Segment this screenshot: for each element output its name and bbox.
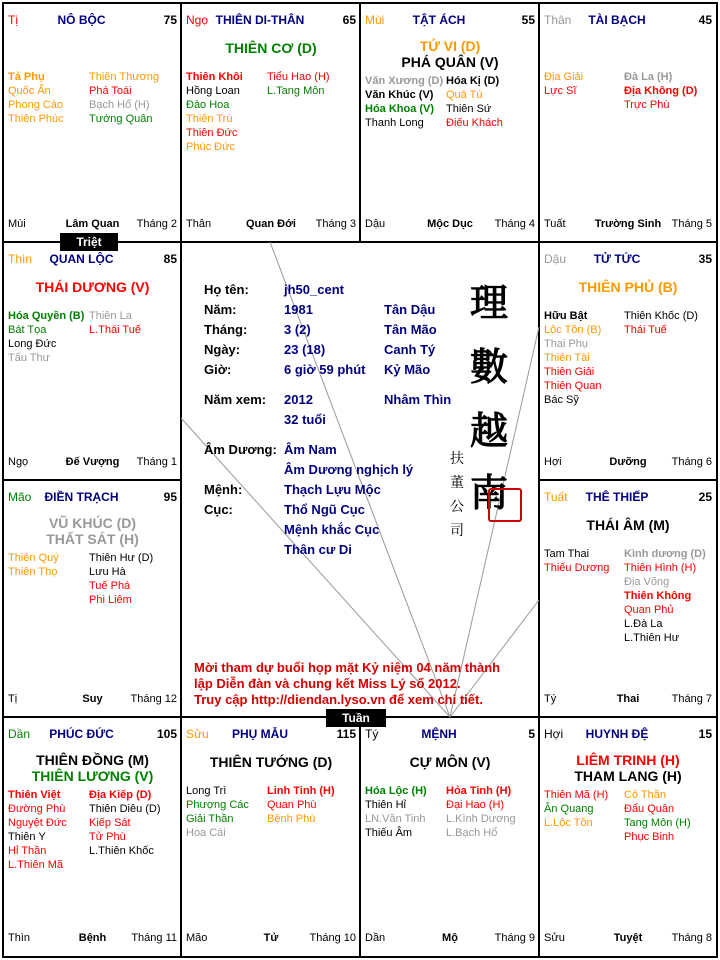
footer-branch: Thân <box>186 218 212 230</box>
palace-name: TỬ TỨC <box>593 252 641 266</box>
info-can-chi: Kỷ Mão <box>384 362 431 377</box>
minor-star: L.Thiên Hư <box>624 632 680 644</box>
minor-star: Quan Phù <box>267 799 317 811</box>
palace-suu[interactable] <box>182 718 360 956</box>
minor-star: Thiên Hỉ <box>365 799 406 811</box>
minor-star: Thiên Không <box>624 590 692 602</box>
month-label: Tháng 4 <box>494 218 535 230</box>
palace-age: 35 <box>698 252 712 266</box>
minor-star: Thiên Việt <box>8 789 61 801</box>
main-star: THIÊN ĐỒNG (M) <box>36 752 149 768</box>
minor-star: L.Kình Dương <box>446 813 516 825</box>
minor-star: Thiên Trù <box>186 113 233 125</box>
palace-header <box>544 252 712 266</box>
palace-header <box>8 490 177 504</box>
main-star: THIÊN TƯỚNG (D) <box>209 754 333 770</box>
palace-footer <box>8 218 177 232</box>
minor-star: Cô Thần <box>624 789 666 801</box>
info-value: Âm Nam <box>284 442 337 457</box>
minor-star: Điếu Khách <box>446 117 503 129</box>
palace-footer <box>365 932 535 946</box>
palace-age: 105 <box>156 727 177 741</box>
palace-name: NÔ BỘC <box>57 13 106 27</box>
palace-age: 95 <box>163 490 177 504</box>
minor-star: Thiên Giải <box>544 366 595 378</box>
palace-header <box>8 727 177 741</box>
minor-stars-right <box>624 547 706 645</box>
palace-age: 55 <box>521 13 535 27</box>
info-value: 2012 <box>284 392 313 407</box>
minor-star: Tiểu Hao (H) <box>267 71 330 83</box>
minor-stars-right <box>89 551 153 607</box>
footer-branch: Hợi <box>544 456 562 468</box>
minor-star: Thiên Sứ <box>446 103 492 115</box>
notice-line-1: Mời tham dự buổi họp mặt Kỷ niệm 04 năm thành <box>194 660 501 675</box>
minor-star: Linh Tinh (H) <box>267 785 335 797</box>
info-value: 23 (18) <box>284 342 326 357</box>
minor-stars-right <box>89 788 161 858</box>
info-value: Thân cư Di <box>284 542 352 557</box>
minor-star: Thiếu Âm <box>365 827 413 839</box>
minor-star: Trực Phù <box>624 99 670 111</box>
palace-branch: Hợi <box>544 727 564 741</box>
palace-branch: Ngọ <box>186 13 209 27</box>
minor-star: Lộc Tồn (B) <box>544 324 602 336</box>
info-can-chi: Tân Mão <box>384 322 437 337</box>
palace-name: MỆNH <box>421 727 457 741</box>
minor-star: Ân Quang <box>544 803 594 815</box>
minor-star: Hỉ Thần <box>8 845 47 857</box>
minor-stars-left <box>544 309 601 407</box>
info-label: Tháng: <box>204 322 248 337</box>
palace-footer <box>186 218 356 232</box>
minor-star: Đà La (H) <box>624 71 673 83</box>
minor-star: Hóa Kị (D) <box>446 75 500 87</box>
footer-branch: Thìn <box>8 932 31 944</box>
minor-stars-right <box>267 784 335 826</box>
minor-star: Văn Khúc (V) <box>365 89 434 101</box>
life-stage: Suy <box>82 693 103 705</box>
minor-star: L.Đà La <box>624 618 663 630</box>
minor-star: Thiên Diêu (D) <box>89 803 161 815</box>
palace-header <box>365 13 535 27</box>
minor-star: Phượng Các <box>186 799 249 811</box>
minor-stars-left <box>8 309 84 365</box>
minor-star: Giải Thần <box>186 813 234 825</box>
info-label: Ngày: <box>204 342 241 357</box>
minor-star: Địa Võng <box>624 576 670 588</box>
minor-star: Hữu Bật <box>544 310 588 322</box>
info-label: Họ tên: <box>204 282 249 297</box>
month-label: Tháng 1 <box>136 456 177 468</box>
palace-footer <box>544 218 712 232</box>
main-star: THAM LANG (H) <box>574 768 682 784</box>
palace-age: 85 <box>163 252 177 266</box>
month-label: Tháng 2 <box>136 218 177 230</box>
minor-stars-right <box>446 784 516 840</box>
minor-star: LN.Văn Tinh <box>365 813 426 825</box>
palace-hoi[interactable] <box>540 718 716 956</box>
minor-star: Bát Tọa <box>8 324 47 336</box>
palace-age: 25 <box>698 490 712 504</box>
main-star: THÁI ÂM (M) <box>586 517 670 533</box>
info-label: Năm xem: <box>204 392 267 407</box>
palace-tuat[interactable] <box>540 481 716 717</box>
footer-branch: Dần <box>365 932 386 944</box>
minor-star: Tang Môn (H) <box>624 817 691 829</box>
palace-mui[interactable] <box>361 4 539 242</box>
minor-stars-left <box>186 70 243 154</box>
minor-stars-right <box>446 74 503 130</box>
main-star: THIÊN CƠ (D) <box>225 40 317 56</box>
tuan-marker: Tuần <box>326 709 386 727</box>
palace-header <box>544 13 712 27</box>
life-stage: Đế Vượng <box>65 456 120 468</box>
info-label: Mệnh: <box>204 482 243 497</box>
palace-footer <box>8 932 177 946</box>
minor-star: L.Thái Tuế <box>89 324 141 336</box>
palace-ngo[interactable] <box>182 4 360 242</box>
minor-star: Quả Tú <box>446 89 483 101</box>
footer-branch: Dậu <box>365 218 386 230</box>
info-value: 3 (2) <box>284 322 311 337</box>
minor-star: Hóa Quyền (B) <box>8 310 85 322</box>
minor-stars-right <box>624 309 698 337</box>
life-stage: Mộ <box>442 932 458 944</box>
minor-star: Hoa Cái <box>186 827 226 839</box>
month-label: Tháng 7 <box>671 693 712 705</box>
palace-header <box>365 727 535 741</box>
minor-star: Phục Binh <box>624 831 675 843</box>
palace-age: 115 <box>336 727 356 741</box>
minor-star: Thiên Phúc <box>8 113 64 125</box>
palace-branch: Thân <box>544 13 572 27</box>
palace-branch: Sửu <box>186 727 209 741</box>
palace-name: THIÊN DI-THÂN <box>215 13 305 27</box>
palace-name: PHÚC ĐỨC <box>49 727 114 741</box>
minor-star: Thiên La <box>89 310 132 322</box>
calligraphy-small-2: 董 <box>450 475 464 491</box>
minor-star: Địa Kiếp (D) <box>89 789 152 801</box>
palace-mao[interactable] <box>4 481 181 717</box>
minor-star: Thiên Hư (D) <box>89 552 154 564</box>
month-label: Tháng 9 <box>494 932 535 944</box>
palace-footer <box>544 932 712 946</box>
palace-name: THÊ THIẾP <box>585 490 649 504</box>
info-value: Thổ Ngũ Cục <box>284 502 365 517</box>
life-stage: Quan Đới <box>246 218 296 230</box>
minor-star: Hồng Loan <box>186 85 240 97</box>
minor-star: Phá Toái <box>89 85 132 97</box>
calligraphy-char-1: 理 <box>470 280 509 325</box>
main-star: VŨ KHÚC (D) <box>48 515 137 531</box>
minor-star: Đẩu Quân <box>624 803 675 815</box>
minor-star: Thanh Long <box>365 117 424 129</box>
minor-star: Thiên Thọ <box>8 566 58 578</box>
calligraphy-small-3: 公 <box>450 499 464 515</box>
minor-star: Địa Giải <box>544 71 584 83</box>
minor-star: Thiên Khôi <box>186 71 243 83</box>
minor-star: Tử Phù <box>89 831 126 843</box>
notice-line-2: lập Diễn đàn và chung kết Miss Lý số 2012. <box>194 676 461 691</box>
minor-star: Tướng Quân <box>89 113 153 125</box>
palace-header <box>186 13 356 27</box>
minor-star: Thiên Tài <box>544 352 590 364</box>
minor-star: Đại Hao (H) <box>446 799 505 811</box>
palace-name: HUYNH ĐỆ <box>585 727 649 741</box>
palace-name: TÀI BẠCH <box>588 13 646 27</box>
minor-star: Thiên Quý <box>8 552 59 564</box>
footer-branch: Mão <box>186 932 208 944</box>
palace-thin[interactable] <box>4 243 181 480</box>
palace-footer <box>544 693 712 707</box>
palace-branch: Dậu <box>544 252 567 266</box>
notice-line-3[interactable]: Truy cập http://diendan.lyso.vn để xem chi tiết. <box>194 692 483 707</box>
info-label: Âm Dương: <box>204 442 277 457</box>
palace-header <box>186 727 356 741</box>
calligraphy-char-2: 數 <box>470 344 509 389</box>
info-value: 32 tuổi <box>284 412 326 427</box>
palace-header <box>544 490 712 504</box>
footer-branch: Tý <box>544 693 557 705</box>
info-can-chi: Nhâm Thìn <box>384 392 452 407</box>
main-star: THIÊN PHỦ (B) <box>578 279 678 295</box>
main-star: PHÁ QUÂN (V) <box>401 54 499 70</box>
minor-star: L.Thiên Mã <box>8 859 64 871</box>
palace-footer <box>8 693 177 707</box>
minor-star: Hỏa Tinh (H) <box>446 785 512 797</box>
info-value: 6 giờ 59 phút <box>284 362 366 377</box>
footer-branch: Ngọ <box>8 456 29 468</box>
minor-star: Lưu Hà <box>89 566 126 578</box>
minor-star: Phúc Đức <box>186 141 235 153</box>
minor-star: Thiên Quan <box>544 380 602 392</box>
event-notice <box>194 660 534 708</box>
main-star: LIÊM TRINH (H) <box>576 752 680 768</box>
palace-footer <box>365 218 535 232</box>
minor-star: Kình dương (D) <box>624 548 706 560</box>
minor-star: Thiên Mã (H) <box>544 789 609 801</box>
minor-stars-left <box>8 788 67 872</box>
palace-age: 45 <box>698 13 712 27</box>
info-label: Giờ: <box>204 362 232 377</box>
minor-star: Đào Hoa <box>186 99 230 111</box>
life-stage: Dưỡng <box>609 456 647 468</box>
footer-branch: Tị <box>8 693 18 705</box>
month-label: Tháng 5 <box>671 218 712 230</box>
minor-star: L.Lộc Tồn <box>544 817 593 829</box>
minor-star: Thiên Hình (H) <box>624 562 697 574</box>
footer-branch: Mùi <box>8 218 26 230</box>
minor-stars-left <box>544 788 608 830</box>
minor-star: Tấu Thư <box>8 352 51 364</box>
life-stage: Tử <box>263 932 279 944</box>
life-stage: Trường Sinh <box>594 218 662 230</box>
minor-star: Thiên Thương <box>89 71 160 83</box>
palace-ty2[interactable] <box>361 718 539 956</box>
minor-stars-right <box>89 70 159 126</box>
main-star: THIÊN LƯƠNG (V) <box>31 768 154 784</box>
palace-branch: Dần <box>8 727 31 741</box>
info-can-chi: Tân Dậu <box>384 302 436 317</box>
calligraphy-char-3: 越 <box>470 408 509 453</box>
minor-stars-left <box>365 784 427 840</box>
palace-name: QUAN LỘC <box>49 252 114 266</box>
minor-star: Thiếu Dương <box>544 562 610 574</box>
calligraphy-char-4: 南 <box>470 470 509 515</box>
life-stage: Thai <box>616 693 640 705</box>
palace-footer <box>8 456 177 470</box>
info-label: Cục: <box>204 502 233 517</box>
palace-header <box>544 727 712 741</box>
palace-name: ĐIỀN TRẠCH <box>44 490 119 504</box>
minor-star: Quốc Ấn <box>8 85 51 97</box>
life-stage: Bệnh <box>78 932 107 944</box>
triet-marker: Triệt <box>60 233 118 251</box>
minor-star: Lực Sĩ <box>544 85 577 97</box>
minor-star: Phi Liêm <box>89 594 132 606</box>
info-value: 1981 <box>284 302 313 317</box>
info-value: Mệnh khắc Cục <box>284 522 380 537</box>
life-stage: Mộc Dục <box>427 218 473 230</box>
minor-star: Thái Tuế <box>624 324 667 336</box>
minor-stars-left <box>186 784 249 840</box>
minor-star: Long Đức <box>8 338 57 350</box>
minor-star: Hóa Lộc (H) <box>365 785 427 797</box>
minor-stars-left <box>544 547 609 575</box>
palace-age: 65 <box>342 13 356 27</box>
palace-age: 15 <box>698 727 712 741</box>
minor-star: Nguyệt Đức <box>8 817 67 829</box>
minor-star: L.Tang Môn <box>267 85 325 97</box>
palace-footer <box>544 456 712 470</box>
month-label: Tháng 12 <box>130 693 177 705</box>
palace-dan[interactable] <box>4 718 181 956</box>
minor-stars-left <box>365 74 443 130</box>
minor-star: Hóa Khoa (V) <box>365 103 435 115</box>
red-seal-stamp <box>488 488 522 522</box>
calligraphy-small-4: 司 <box>450 523 464 539</box>
minor-star: Long Trì <box>186 785 227 797</box>
palace-name: TẬT ÁCH <box>412 13 466 27</box>
footer-branch: Tuất <box>544 218 566 230</box>
palace-branch: Tý <box>365 727 379 741</box>
minor-star: Tả Phụ <box>8 71 45 83</box>
info-value: Thạch Lựu Mộc <box>284 482 381 497</box>
info-label: Năm: <box>204 302 237 317</box>
minor-star: Thai Phụ <box>544 338 589 350</box>
minor-star: Bạch Hổ (H) <box>89 99 150 111</box>
minor-stars-right <box>624 788 691 844</box>
minor-star: L.Bạch Hổ <box>446 827 498 839</box>
minor-stars-right <box>89 309 141 337</box>
palace-name: PHỤ MẪU <box>232 727 288 741</box>
minor-star: Kiếp Sát <box>89 817 131 829</box>
minor-stars-right <box>624 70 697 112</box>
month-label: Tháng 8 <box>671 932 712 944</box>
info-value: Âm Dương nghịch lý <box>284 462 414 477</box>
main-star: CỰ MÔN (V) <box>409 754 491 770</box>
palace-branch: Tị <box>8 13 18 27</box>
palace-footer <box>186 932 356 946</box>
month-label: Tháng 11 <box>131 932 177 944</box>
minor-star: Thiên Khốc (D) <box>624 310 698 322</box>
minor-star: L.Thiên Khốc <box>89 845 154 857</box>
minor-star: Tam Thai <box>544 548 590 560</box>
palace-branch: Mão <box>8 490 32 504</box>
palace-age: 75 <box>163 13 177 27</box>
palace-branch: Mùi <box>365 13 385 27</box>
minor-stars-left <box>8 551 59 579</box>
info-can-chi: Canh Tý <box>384 342 436 357</box>
minor-stars-left <box>8 70 64 126</box>
palace-branch: Tuất <box>544 490 568 504</box>
palace-header <box>8 13 177 27</box>
minor-star: Quan Phủ <box>624 604 674 616</box>
minor-star: Bệnh Phù <box>267 813 316 825</box>
minor-star: Thiên Đức <box>186 127 238 139</box>
minor-star: Đường Phù <box>8 803 66 815</box>
palace-than[interactable] <box>540 4 716 242</box>
minor-star: Địa Không (D) <box>624 85 698 97</box>
palace-ty[interactable] <box>4 4 181 242</box>
main-star: THẤT SÁT (H) <box>46 531 139 547</box>
minor-star: Thiên Y <box>8 831 46 843</box>
main-star: THÁI DƯƠNG (V) <box>35 279 150 295</box>
minor-star: Tuế Phá <box>89 580 131 592</box>
month-label: Tháng 3 <box>315 218 356 230</box>
minor-stars-left <box>544 70 583 98</box>
info-value: jh50_cent <box>284 282 344 297</box>
palace-dau[interactable] <box>540 243 716 480</box>
palace-header <box>8 252 177 266</box>
main-star: TỬ VI (D) <box>419 38 481 54</box>
minor-star: Phong Cáo <box>8 99 64 111</box>
month-label: Tháng 10 <box>309 932 356 944</box>
life-stage: Lâm Quan <box>65 218 120 230</box>
minor-star: Văn Xương (D) <box>365 75 444 87</box>
palace-age: 5 <box>528 727 535 741</box>
life-stage: Tuyệt <box>613 932 643 944</box>
calligraphy-small-1: 扶 <box>450 451 464 467</box>
footer-branch: Sửu <box>544 932 565 944</box>
palace-branch: Thìn <box>8 252 33 266</box>
minor-star: Bác Sỹ <box>544 394 579 406</box>
month-label: Tháng 6 <box>671 456 712 468</box>
minor-stars-right <box>267 70 330 98</box>
